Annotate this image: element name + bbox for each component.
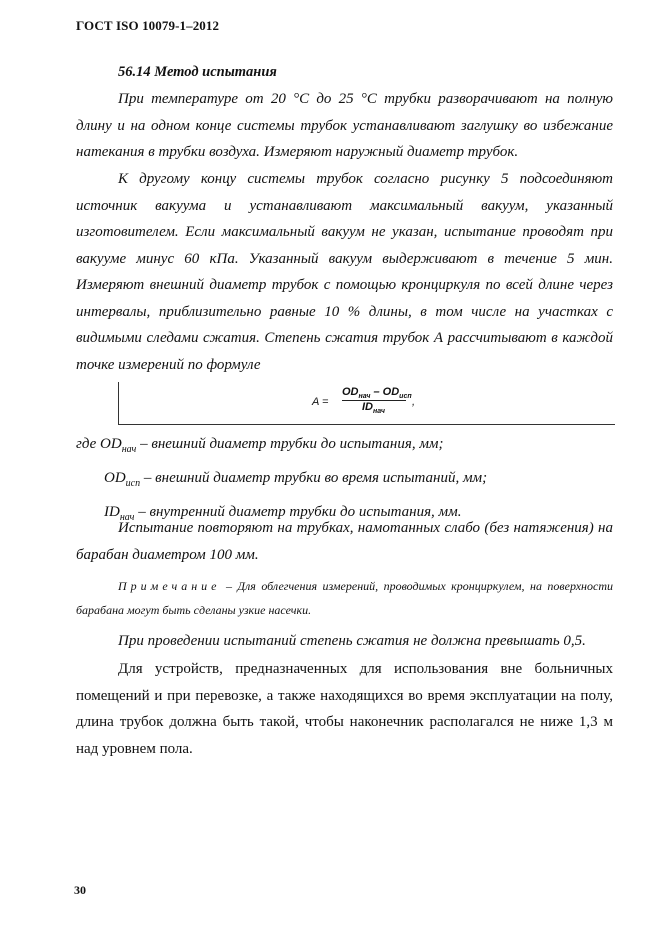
paragraph-tube-length: Для устройств, предназначенных для использования вне больничных помещений и при перевозке, а также находящихся во время эксплуатации на полу, длина трубок должна быть такой, чтобы наконечник располагался не ниже 1,3 м над уровнем пола.: [76, 661, 613, 757]
document-header: ГОСТ ISO 10079-1–2012: [76, 18, 220, 33]
paragraph-procedure: К другому концу системы трубок согласно рисунку 5 подсоединяют источник вакуума и устанавливают максимальный вакуум, указанный изготовителем. Если максимальный вакуум не указан, испытание проводят при вакууме минус 60 кПа. Указанный вакуум выдерживают в течение 5 мин. Измеряют внешний диаметр трубок с помощью кронциркуля по всей длине через интервалы, приблизительно равные 10 % длины, в том числе на участках с видимыми следами сжатия. Степень сжатия трубок А рассчитывают в каждой точке измерений по формуле: [76, 171, 613, 373]
note-text: – Для облегчения измерений, проводимых кронциркулем, на поверхности барабана могут быть сделаны узкие насечки.: [76, 579, 613, 617]
definition-od-test: $OD_{исп}$ – внешний диаметр трубки во время испытаний, мм;: [104, 470, 488, 489]
note-label: Примечание: [118, 579, 221, 593]
section-title: 56.14 Метод испытания: [118, 64, 277, 80]
paragraph-requirement: При проведении испытаний степень сжатия не должна превышать 0,5.: [118, 633, 586, 649]
definition-id-initial: $ID_{нач}$ – внутренний диаметр трубки до испытания, мм.: [104, 504, 462, 523]
paragraph-repeat-test: Испытание повторяют на трубках, намотанных слабо (без натяжения) на барабан диаметром 100 мм.: [76, 520, 613, 563]
page-number: 30: [74, 883, 86, 897]
formula-denominator: $ID_{нач}$: [362, 401, 385, 416]
formula-lhs: A =: [312, 396, 329, 408]
note: [76, 574, 613, 622]
formula-comma: ,: [412, 396, 416, 408]
definition-od-initial: где $OD_{нач}$ – внешний диаметр трубки до испытания, мм;: [76, 436, 444, 455]
formula-numerator: $OD_{нач} - OD_{исп}$: [342, 386, 412, 401]
paragraph-conditions: При температуре от 20 °С до 25 °С трубки разворачивают на полную длину и на одном конце системы трубок устанавливают заглушку во избежание натекания в трубки воздуха. Измеряют наружный диаметр трубок.: [76, 91, 613, 160]
